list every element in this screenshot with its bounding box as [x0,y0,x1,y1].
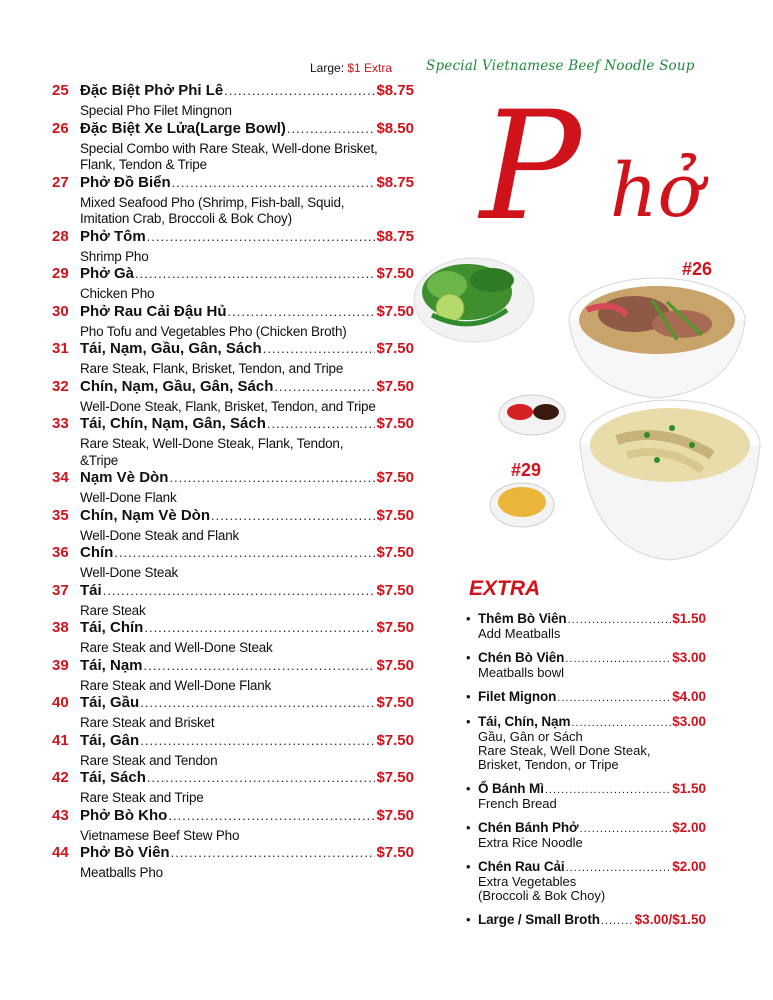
dot-leader [135,266,375,281]
bullet-icon: • [466,714,471,729]
bullet-icon: • [466,912,471,927]
bullet-icon: • [466,689,471,704]
menu-item [52,469,414,507]
dot-leader [545,784,671,796]
menu-item-price: $7.50 [376,581,414,599]
menu-item-description: Rare Steak, Flank, Brisket, Tendon, and Tripe [80,361,344,376]
menu-item-header [52,82,414,103]
menu-item-header [52,844,414,865]
extra-item-price: $1.50 [672,781,706,796]
menu-item-description: Well-Done Steak and Flank [80,527,240,543]
menu-item-header [52,415,414,436]
menu-item-name: Chín, Nạm, Gầu, Gân, Sách [80,377,274,395]
menu-item-number: 28 [52,227,69,245]
menu-item-header [52,544,414,565]
tagline: Special Vietnamese Beef Noodle Soup [426,58,695,74]
bullet-icon: • [466,611,471,626]
dot-leader [566,862,672,874]
menu-item-header [52,303,414,324]
menu-item-header [52,340,414,361]
menu-item-name: Đặc Biệt Xe Lửa(Large Bowl) [80,119,286,137]
menu-item-header [52,582,414,603]
menu-item-number: 26 [52,119,69,137]
dot-leader [287,121,376,136]
extra-heading: EXTRA [469,577,541,600]
menu-item [52,657,414,695]
menu-item-price: $7.50 [376,544,414,561]
extra-item-price: $4.00 [672,689,706,704]
extra-item-price: $3.00 [672,714,706,729]
badge-item-26: #26 [682,259,713,279]
large-size-note [310,61,392,75]
menu-item-price: $7.50 [376,340,414,357]
dot-leader [228,304,376,319]
menu-item-description: Special Pho Filet Mingnon [80,103,232,118]
extra-item-name: Chén Bò Viên [478,650,565,665]
extra-item-name: Chén Bánh Phở [478,820,579,835]
extra-list [466,611,706,937]
dot-leader [144,658,376,673]
menu-item-number: 35 [52,506,69,524]
menu-item-name: Nạm Vè Dòn [80,469,169,486]
menu-item [52,807,414,845]
menu-item-name: Tái, Gân [80,731,140,749]
menu-item-name: Phở Bò Viên [80,844,170,861]
menu-item-header [52,469,414,490]
dot-leader [144,620,375,635]
menu-item [52,732,414,770]
menu-item-number: 44 [52,844,69,861]
dot-leader [140,733,375,748]
menu-item-description: Vietnamese Beef Stew Pho [80,827,240,843]
menu-item [52,544,414,582]
menu-item-number: 30 [52,302,69,320]
menu-item-number: 41 [52,731,69,749]
dot-leader [168,808,375,823]
dot-leader [147,229,376,244]
menu-item-name: Tái, Chín [80,619,144,636]
menu-item-name: Tái [80,581,102,599]
extra-item-price: $3.00 [672,650,706,665]
menu-item-price: $7.50 [376,265,414,282]
menu-item-header [52,807,414,828]
menu-item-header [52,120,414,141]
dot-leader [140,695,375,710]
menu-item-number: 36 [52,544,69,561]
menu-item-price: $7.50 [376,377,414,395]
menu-item [52,378,414,416]
menu-item-header [52,265,414,286]
bullet-icon: • [466,820,471,835]
menu-item-header [52,507,414,528]
menu-item [52,507,414,545]
menu-item-price: $7.50 [376,844,414,861]
menu-item-price: $7.50 [376,415,414,432]
extra-item [466,859,706,903]
menu-item-description: Rare Steak and Tripe [80,790,204,805]
menu-item-header [52,657,414,678]
dot-leader [274,379,375,394]
menu-item-header [52,732,414,753]
menu-item-name: Đặc Biệt Phở Phi Lê [80,82,224,99]
menu-item-name: Phở Đồ Biển [80,173,171,191]
extra-item [466,912,706,928]
menu-item-name: Tái, Nạm, Gầu, Gân, Sách [80,340,262,357]
menu-item-description: &Tripe [80,452,119,468]
dot-leader [172,175,376,190]
menu-item [52,619,414,657]
large-label: Large: [310,61,345,75]
extra-item [466,714,706,772]
menu-item [52,174,414,228]
menu-item-number: 34 [52,469,69,486]
menu-item-price: $7.50 [376,769,414,786]
menu-item-description: Special Combo with Rare Steak, Well-done Brisket, [80,140,378,156]
menu-item-number: 42 [52,769,69,786]
extra-item [466,611,706,641]
extra-item-description: Extra Vegetables [478,874,577,889]
bowl-29-broth [590,408,750,482]
extra-item [466,781,706,811]
menu-item-header [52,694,414,715]
menu-item-price: $8.75 [376,227,414,245]
menu-item-price: $8.75 [376,173,414,191]
extra-item-description: Rare Steak, Well Done Steak, [478,743,651,758]
menu-item-description: Rare Steak [80,602,146,618]
extra-item-description: French Bread [478,796,557,811]
menu-item-price: $8.50 [376,119,414,137]
menu-item-price: $7.50 [376,694,414,711]
extra-item-description: Gầu, Gân or Sách [478,729,583,744]
menu-item-number: 25 [52,82,69,99]
menu-item-description: Shrimp Pho [80,248,149,264]
dot-leader [147,770,376,785]
menu-item-description: Rare Steak, Well-Done Steak, Flank, Tendon, [80,436,344,451]
extra-item-description: (Broccoli & Bok Choy) [478,888,606,903]
dot-leader [103,583,376,598]
menu-item-number: 40 [52,694,69,711]
menu-item-number: 38 [52,619,69,636]
extra-item [466,650,706,680]
pho-bowls-photo [412,240,762,570]
menu-item-name: Phở Bò Kho [80,806,168,824]
extra-item-name: Thêm Bò Viên [478,611,567,626]
extra-item-price: $3.00/$1.50 [634,912,706,927]
menu-item-header [52,228,414,249]
menu-item [52,694,414,732]
extra-item-price: $1.50 [672,611,706,626]
menu-item-header [52,174,414,195]
menu-item-price: $7.50 [376,806,414,824]
menu-item-name: Chín, Nạm Vè Dòn [80,506,211,524]
extra-item-description: Extra Rice Noodle [478,835,583,850]
dot-leader [114,545,375,560]
menu-item-description: Mixed Seafood Pho (Shrimp, Fish-ball, Squid, [80,194,345,210]
extra-item-name: Chén Rau Cải [478,859,565,874]
menu-item-header [52,769,414,790]
extra-item-name: Large / Small Broth [478,912,600,927]
menu-item-name: Chín [80,544,114,561]
menu-item-description: Rare Steak and Well-Done Steak [80,640,273,655]
menu-item [52,340,414,378]
menu-item [52,82,414,120]
dot-leader [224,83,375,98]
menu-item-name: Phở Tôm [80,227,146,245]
extra-item-description: Add Meatballs [478,626,561,641]
large-extra-amount: $1 Extra [347,61,393,75]
pho-title-ho: hở [610,148,703,230]
menu-item [52,769,414,807]
menu-item [52,120,414,174]
menu-item-description: Flank, Tendon & Tripe [80,157,207,172]
menu-item-description: Rare Steak and Tendon [80,752,218,768]
menu-item-number: 29 [52,265,69,282]
menu-item-description: Chicken Pho [80,286,155,301]
menu-item-name: Tái, Chín, Nạm, Gân, Sách [80,415,266,432]
menu-item [52,303,414,341]
menu-item [52,844,414,882]
dot-leader [263,341,376,356]
menu-item-description: Imitation Crab, Broccoli & Bok Choy) [80,211,292,226]
extra-item-name: Tái, Chín, Nạm [478,714,571,729]
menu-item-number: 37 [52,581,69,599]
extra-item-description: Brisket, Tendon, or Tripe [478,757,619,772]
menu-item-description: Pho Tofu and Vegetables Pho (Chicken Broth) [80,323,347,339]
menu-item-price: $7.50 [376,656,414,674]
dot-leader [568,614,672,626]
dot-leader [267,416,376,431]
menu-item-number: 43 [52,806,69,824]
menu-item-description: Meatballs Pho [80,865,163,880]
menu-item-name: Tái, Nạm [80,656,143,674]
menu-item-header [52,378,414,399]
extra-item-name: Filet Mignon [478,689,557,704]
extra-item [466,689,706,705]
menu-item-name: Phở Gà [80,265,135,282]
menu-item-price: $7.50 [376,619,414,636]
menu-item-number: 32 [52,377,69,395]
menu-item [52,265,414,303]
menu-item-description: Well-Done Steak [80,565,179,580]
menu-item-description: Well-Done Steak, Flank, Brisket, Tendon, and Tripe [80,398,376,414]
menu-item-price: $8.75 [376,82,414,99]
extra-item-name: Ổ Bánh Mì [478,781,544,796]
menu-item-description: Well-Done Flank [80,490,177,505]
bullet-icon: • [466,859,471,874]
dot-leader [565,653,671,665]
menu-item-name: Tái, Sách [80,769,146,786]
menu-item-description: Rare Steak and Brisket [80,715,215,730]
dot-leader [557,692,671,704]
dot-leader [171,845,376,860]
extra-item-price: $2.00 [672,859,706,874]
menu-item-price: $7.50 [376,469,414,486]
badge-item-29: #29 [511,460,542,480]
dot-leader [571,717,671,729]
extra-item-description: Meatballs bowl [478,665,564,680]
menu-item-price: $7.50 [376,731,414,749]
dot-leader [601,915,634,927]
menu-item-number: 33 [52,415,69,432]
menu-item [52,582,414,620]
menu-item-number: 31 [52,340,69,357]
menu-item [52,415,414,469]
menu-item-price: $7.50 [376,302,414,320]
pho-menu-list [52,82,414,882]
menu-item-header [52,619,414,640]
dot-leader [169,470,375,485]
menu-item-number: 39 [52,656,69,674]
bullet-icon: • [466,781,471,796]
dot-leader [580,823,672,835]
menu-item [52,228,414,266]
extra-item [466,820,706,850]
menu-item-name: Tái, Gầu [80,694,140,711]
dot-leader [211,508,375,523]
menu-item-name: Phở Rau Cải Đậu Hủ [80,302,227,320]
menu-item-price: $7.50 [376,506,414,524]
pho-title-p: P [480,80,581,230]
pho-title-logo [478,80,738,230]
menu-item-number: 27 [52,173,69,191]
extra-item-price: $2.00 [672,820,706,835]
bullet-icon: • [466,650,471,665]
menu-item-description: Rare Steak and Well-Done Flank [80,677,272,693]
